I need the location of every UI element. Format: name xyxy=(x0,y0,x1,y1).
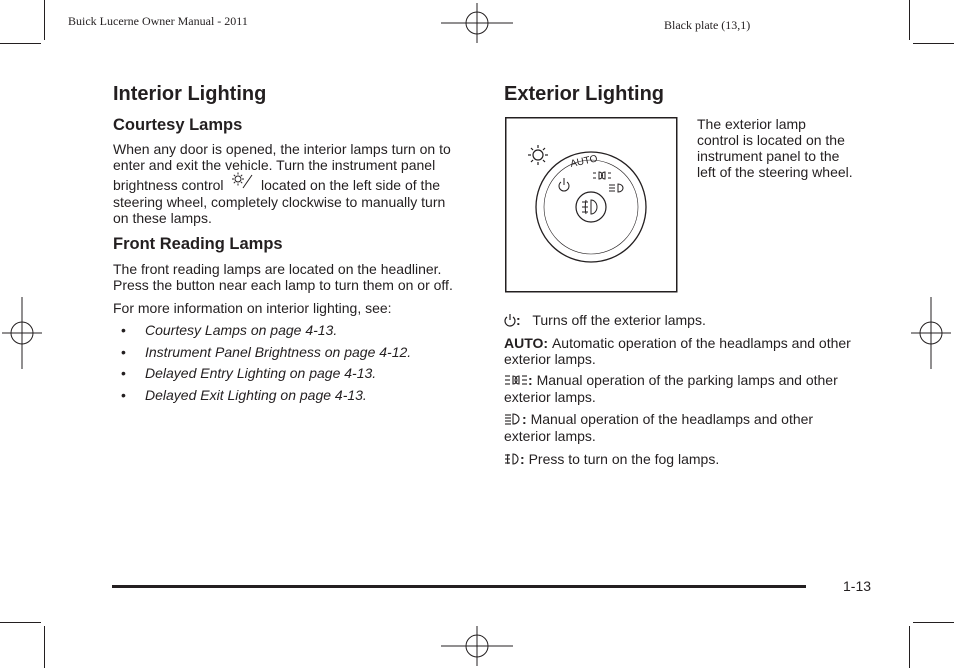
manual-title: Buick Lucerne Owner Manual - 2011 xyxy=(68,14,248,28)
courtesy-line: located on the left side of the xyxy=(261,177,441,193)
parking-lamp-icon xyxy=(504,373,528,387)
parking-text: Manual operation of the parking lamps and other xyxy=(536,372,838,388)
exterior-lamp-control-illustration xyxy=(505,117,678,294)
registration-mark-left xyxy=(2,297,42,369)
fog-label: : xyxy=(520,451,525,467)
registration-mark-bottom xyxy=(441,626,513,666)
bullet-link[interactable]: Courtesy Lamps on page 4-13. xyxy=(145,322,338,338)
crop-mark xyxy=(913,622,954,623)
front-line: The front reading lamps are located on the headliner. xyxy=(113,261,442,277)
courtesy-line: on these lamps. xyxy=(113,210,212,226)
courtesy-lamps-heading: Courtesy Lamps xyxy=(113,116,243,134)
auto-text-cont: exterior lamps. xyxy=(504,351,596,367)
crop-mark xyxy=(0,622,41,623)
crop-mark xyxy=(913,43,954,44)
off-item xyxy=(504,312,706,329)
courtesy-line: brightness control xyxy=(113,177,224,193)
courtesy-line: steering wheel, completely clockwise to manually turn xyxy=(113,194,446,210)
interior-lighting-title: Interior Lighting xyxy=(113,83,267,105)
intro-line: instrument panel to the xyxy=(697,148,840,164)
registration-mark-top xyxy=(441,3,513,43)
auto-item xyxy=(504,335,851,352)
bullet-symbol: • xyxy=(121,365,126,381)
parking-label: : xyxy=(528,372,533,388)
courtesy-line: enter and exit the vehicle. Turn the instrument panel xyxy=(113,157,436,173)
bullet-item xyxy=(121,344,412,360)
intro-line: control is located on the xyxy=(697,132,845,148)
headlamp-icon xyxy=(504,412,522,426)
power-icon xyxy=(504,313,516,327)
parking-item xyxy=(504,372,838,389)
front-reading-lamps-heading: Front Reading Lamps xyxy=(113,235,283,253)
registration-mark-right xyxy=(911,297,951,369)
bullet-item xyxy=(121,387,367,403)
crop-mark xyxy=(0,43,41,44)
intro-line: left of the steering wheel. xyxy=(697,164,853,180)
crop-mark xyxy=(44,626,45,668)
fog-lamp-icon xyxy=(504,452,520,466)
crop-mark xyxy=(909,626,910,668)
bullet-link[interactable]: Delayed Exit Lighting on page 4-13. xyxy=(145,387,367,403)
auto-label: AUTO: xyxy=(504,335,549,351)
crop-mark xyxy=(909,0,910,40)
bullet-link[interactable]: Instrument Panel Brightness on page 4-12. xyxy=(145,344,412,360)
parking-text-cont: exterior lamps. xyxy=(504,389,596,405)
bullet-item xyxy=(121,322,338,338)
bullet-symbol: • xyxy=(121,387,126,403)
exterior-lighting-title: Exterior Lighting xyxy=(504,83,664,105)
off-text: Turns off the exterior lamps. xyxy=(532,312,706,328)
headlamp-text-cont: exterior lamps. xyxy=(504,428,596,444)
bullet-link[interactable]: Delayed Entry Lighting on page 4-13. xyxy=(145,365,377,381)
bullet-symbol: • xyxy=(121,322,126,338)
crop-mark xyxy=(44,0,45,40)
fog-text: Press to turn on the fog lamps. xyxy=(528,451,720,467)
intro-line: The exterior lamp xyxy=(697,116,806,132)
auto-text: Automatic operation of the headlamps and other xyxy=(551,335,851,351)
courtesy-line: When any door is opened, the interior lamps turn on to xyxy=(113,141,451,157)
dial-auto-label: AUTO xyxy=(569,153,599,170)
off-label: : xyxy=(516,312,521,328)
headlamp-item xyxy=(504,411,813,428)
fog-item xyxy=(504,451,719,468)
headlamp-text: Manual operation of the headlamps and other xyxy=(530,411,814,427)
page-number: 1-13 xyxy=(843,578,872,594)
more-info-text: For more information on interior lighting, see: xyxy=(113,300,392,316)
plate-label: Black plate (13,1) xyxy=(664,18,751,32)
bullet-symbol: • xyxy=(121,344,126,360)
front-line: Press the button near each lamp to turn them on or off. xyxy=(113,277,453,293)
bullet-item xyxy=(121,365,377,381)
brightness-control-icon xyxy=(232,172,254,190)
headlamp-label: : xyxy=(522,411,527,427)
footer-rule xyxy=(112,585,806,588)
